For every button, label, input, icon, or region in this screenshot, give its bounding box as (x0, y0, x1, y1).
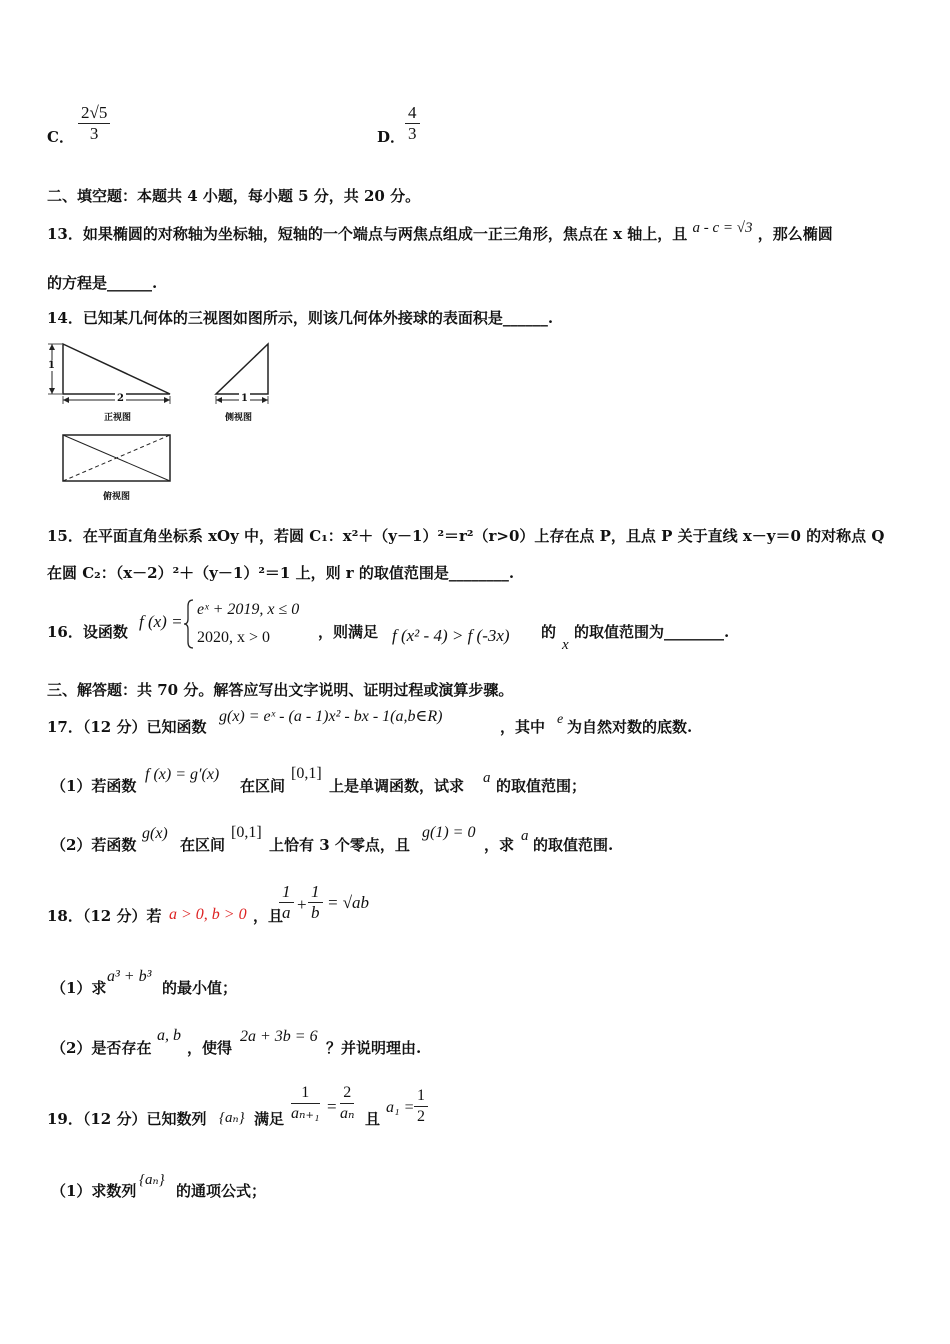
q16-mid: ，则满足 (318, 623, 379, 641)
q18-p2-a: （2）是否存在 (51, 1039, 152, 1057)
q16-var: x (562, 637, 569, 653)
q18-frac-a (279, 882, 294, 923)
q19-a1: a₁ = (386, 1099, 415, 1116)
q18-p1-b: 的最小值； (162, 979, 238, 997)
option-c-numerator: 2√5 (78, 103, 110, 124)
q19-frac-left (291, 1083, 320, 1124)
front-view-triangle (63, 344, 170, 394)
q18-p2-eq: 2a + 3b = 6 (240, 1028, 318, 1045)
q17-p2-d: ，求 (484, 836, 515, 854)
q19-p1-seq: {aₙ} (139, 1172, 165, 1188)
q19-frac-left-num: 1 (291, 1083, 320, 1104)
q17-p2-cond: g(1) = 0 (422, 824, 476, 841)
q18-condition: a > 0, b > 0 (169, 906, 247, 923)
q19-frac-right-den: aₙ (340, 1105, 355, 1122)
q18-frac-a-num: 1 (279, 882, 294, 903)
q16-case1: eˣ + 2019, x ≤ 0 (197, 601, 300, 618)
q19-p1-a: （1）求数列 (51, 1182, 137, 1200)
q18-rhs: = √ab (327, 893, 370, 912)
q16-de: 的 (541, 623, 557, 641)
option-d-fraction (405, 103, 420, 144)
q14-text: 14．已知某几何体的三视图如图所示，则该几何体外接球的表面积是______. (47, 309, 554, 327)
q18-and: ，且 (253, 907, 284, 925)
q16-suffix: 的取值范围为________. (574, 623, 730, 641)
q17-p1-c: 上是单调函数，试求 (329, 777, 465, 795)
q17-p2-a: （2）若函数 (51, 836, 137, 854)
q19-half-den: 2 (417, 1108, 425, 1125)
q19-mid: 满足 (254, 1110, 285, 1128)
option-c-denominator: 3 (89, 124, 99, 143)
q18-p2-b: ，使得 (187, 1039, 233, 1057)
q13-text: 13．如果椭圆的对称轴为坐标轴，短轴的一个端点与两焦点组成一正三角形，焦点在 x 轴上，且 (47, 225, 688, 243)
q18-frac-b (308, 882, 323, 923)
q18-p1-expr: a³ + b³ (107, 968, 152, 985)
q17-e: e (557, 712, 564, 727)
section3-heading: 三、解答题：共 70 分。解答应写出文字说明、证明过程或演算步骤。 (47, 681, 514, 699)
side-view-label: 侧视图 (225, 413, 253, 423)
q17-prefix: 17．（12 分）已知函数 (47, 718, 207, 736)
q16-prefix: 16．设函数 (47, 623, 128, 641)
q19-half (414, 1086, 428, 1127)
q19-seq: {aₙ} (219, 1110, 245, 1126)
q18-prefix: 18．（12 分）若 (47, 907, 162, 925)
option-c-label: C． (47, 128, 74, 146)
q16-case2: 2020, x > 0 (197, 629, 271, 646)
q19-frac-right (340, 1083, 354, 1124)
q13-math: a - c = √3 (692, 220, 753, 236)
q16-fx: f (x) = (139, 612, 183, 631)
option-c-fraction (78, 103, 110, 144)
q19-eq: = (327, 1097, 337, 1116)
option-d-numerator: 4 (405, 103, 420, 124)
q18-p1-a: （1）求 (51, 979, 107, 997)
section2-heading: 二、填空题：本题共 4 小题，每小题 5 分，共 20 分。 (47, 187, 421, 205)
front-dim-width: 2 (117, 393, 124, 404)
q18-frac-a-den: a (282, 903, 291, 922)
q19-p1-b: 的通项公式； (176, 1182, 267, 1200)
q15-line1: 15．在平面直角坐标系 xOy 中，若圆 C₁：x²＋（y－1）²＝r²（r>0）上存在点 P，且点 P 关于直线 x－y＝0 的对称点 Q (47, 527, 885, 545)
q17-suffix2: 为自然对数的底数. (567, 718, 693, 736)
front-view-label: 正视图 (104, 413, 132, 423)
q13-line2: 的方程是______. (47, 274, 158, 292)
q17-p2-gx: g(x) (142, 825, 168, 842)
front-dim-height: 1 (48, 360, 55, 371)
q16-ineq: f (x² - 4) > f (-3x) (392, 626, 510, 645)
top-view-label: 俯视图 (103, 492, 131, 502)
q18-frac-b-den: b (311, 903, 320, 922)
q17-p1-fx: f (x) = g′(x) (145, 766, 220, 783)
q17-p1-b: 在区间 (240, 777, 286, 795)
q18-p2-vars: a, b (157, 1027, 181, 1044)
q17-p1-d: 的取值范围； (496, 777, 587, 795)
side-view-triangle (216, 344, 268, 394)
q17-p1-var: a (483, 770, 491, 786)
q18-plus: + (297, 895, 307, 914)
q17-p2-b: 在区间 (180, 836, 226, 854)
q17-p1-int: [0,1] (291, 765, 322, 782)
option-d-label: D． (377, 128, 406, 146)
q19-prefix: 19．（12 分）已知数列 (47, 1110, 207, 1128)
q19-frac-right-num: 2 (340, 1083, 354, 1104)
q15-line2: 在圆 C₂：（x－2）²＋（y－1）²＝1 上，则 r 的取值范围是________. (47, 564, 515, 582)
q17-func: g(x) = eˣ - (a - 1)x² - bx - 1(a,b∈R) (219, 708, 443, 725)
three-view-figure (40, 340, 290, 510)
q19-half-num: 1 (414, 1086, 428, 1107)
q17-p2-var: a (521, 828, 529, 844)
q16-brace (183, 598, 195, 650)
q17-p2-c: 上恰有 3 个零点，且 (269, 836, 410, 854)
q17-p1-a: （1）若函数 (51, 777, 137, 795)
q19-and: 且 (365, 1110, 381, 1128)
q17-suffix1: ，其中 (500, 718, 546, 736)
side-dim-width: 1 (241, 393, 248, 404)
q13-text-end: ，那么椭圆 (757, 225, 833, 243)
option-d-denominator: 3 (408, 124, 417, 143)
q18-frac-b-num: 1 (308, 882, 323, 903)
q17-p2-e: 的取值范围. (533, 836, 614, 854)
q19-frac-left-den: aₙ₊₁ (291, 1105, 320, 1122)
q17-p2-int: [0,1] (231, 824, 262, 841)
q18-p2-c: ？并说明理由. (326, 1039, 422, 1057)
q13-line1 (47, 220, 833, 245)
